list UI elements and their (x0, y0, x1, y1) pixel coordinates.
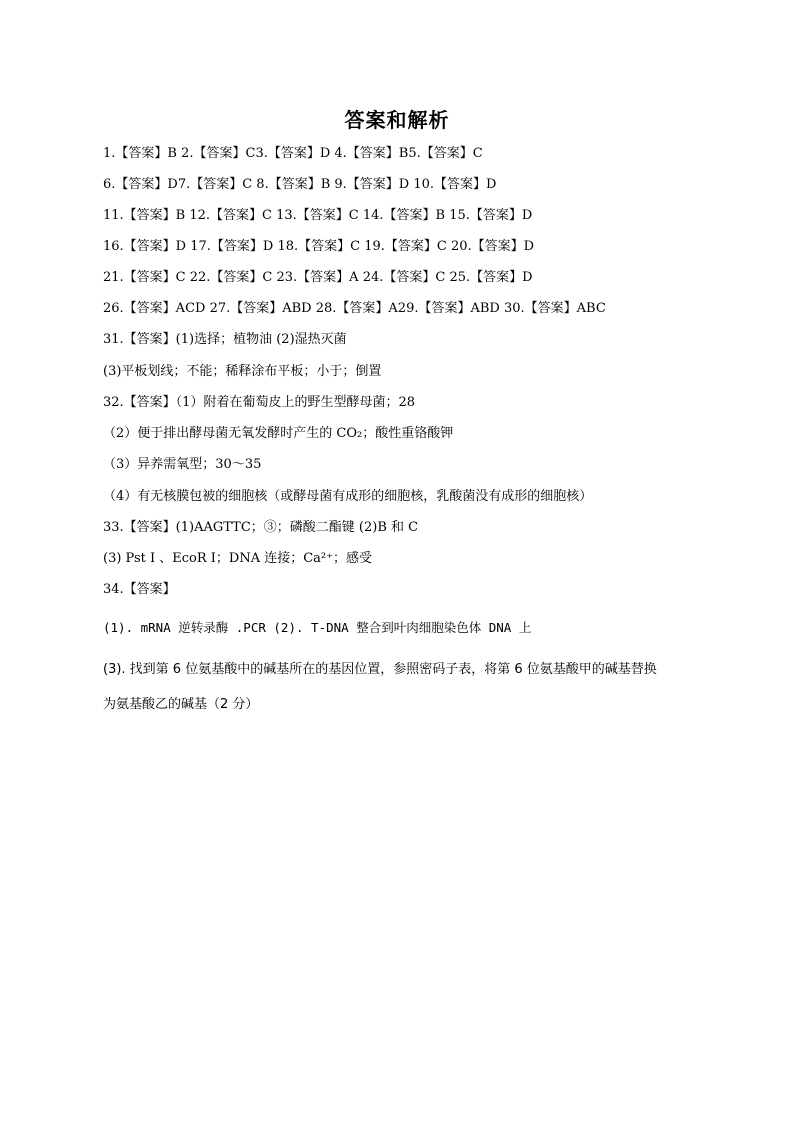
answer-line-16: (1). mRNA 逆转录酶 .PCR (2). T-DNA 整合到叶肉细胞染色体 DNA 上 (103, 620, 532, 635)
answer-line-9: 32.【答案】（1）附着在葡萄皮上的野生型酵母菌；28 (103, 395, 415, 410)
answer-line-3: 11.【答案】B 12.【答案】C 13.【答案】C 14.【答案】B 15.【答案】D (103, 208, 533, 223)
answer-line-5: 21.【答案】C 22.【答案】C 23.【答案】A 24.【答案】C 25.【答案】D (103, 270, 533, 285)
answer-line-11: （3）异养需氧型；30～35 (103, 457, 262, 472)
answer-line-15: 34.【答案】 (103, 582, 176, 597)
answer-line-18: 为氨基酸乙的碱基（2 分） (103, 697, 259, 712)
answer-line-8: (3)平板划线；不能；稀释涂布平板；小于；倒置 (103, 364, 382, 379)
page-title: 答案和解析 (344, 108, 450, 132)
answer-line-7: 31.【答案】(1)选择；植物油 (2)湿热灭菌 (103, 332, 347, 347)
answer-line-4: 16.【答案】D 17.【答案】D 18.【答案】C 19.【答案】C 20.【答案】D (103, 239, 535, 254)
answer-line-6: 26.【答案】ACD 27.【答案】ABD 28.【答案】A29.【答案】ABD 30.【答案】ABC (103, 301, 606, 316)
answer-line-10: （2）便于排出酵母菌无氧发酵时产生的 CO₂；酸性重铬酸钾 (103, 426, 454, 441)
answer-line-14: (3) Pst I 、EcoR I；DNA 连接；Ca²⁺；感受 (103, 551, 372, 566)
answer-line-17: (3). 找到第 6 位氨基酸中的碱基所在的基因位置，参照密码子表，将第 6 位氨基酸甲的碱基替换 (103, 662, 657, 677)
answer-line-12: （4）有无核膜包被的细胞核（或酵母菌有成形的细胞核，乳酸菌没有成形的细胞核） (103, 489, 593, 504)
answer-line-2: 6.【答案】D7.【答案】C 8.【答案】B 9.【答案】D 10.【答案】D (103, 177, 497, 192)
answer-line-1: 1.【答案】B 2.【答案】C3.【答案】D 4.【答案】B5.【答案】C (103, 146, 483, 161)
answer-line-13: 33.【答案】(1)AAGTTC；③；磷酸二酯键 (2)B 和 C (103, 520, 419, 535)
